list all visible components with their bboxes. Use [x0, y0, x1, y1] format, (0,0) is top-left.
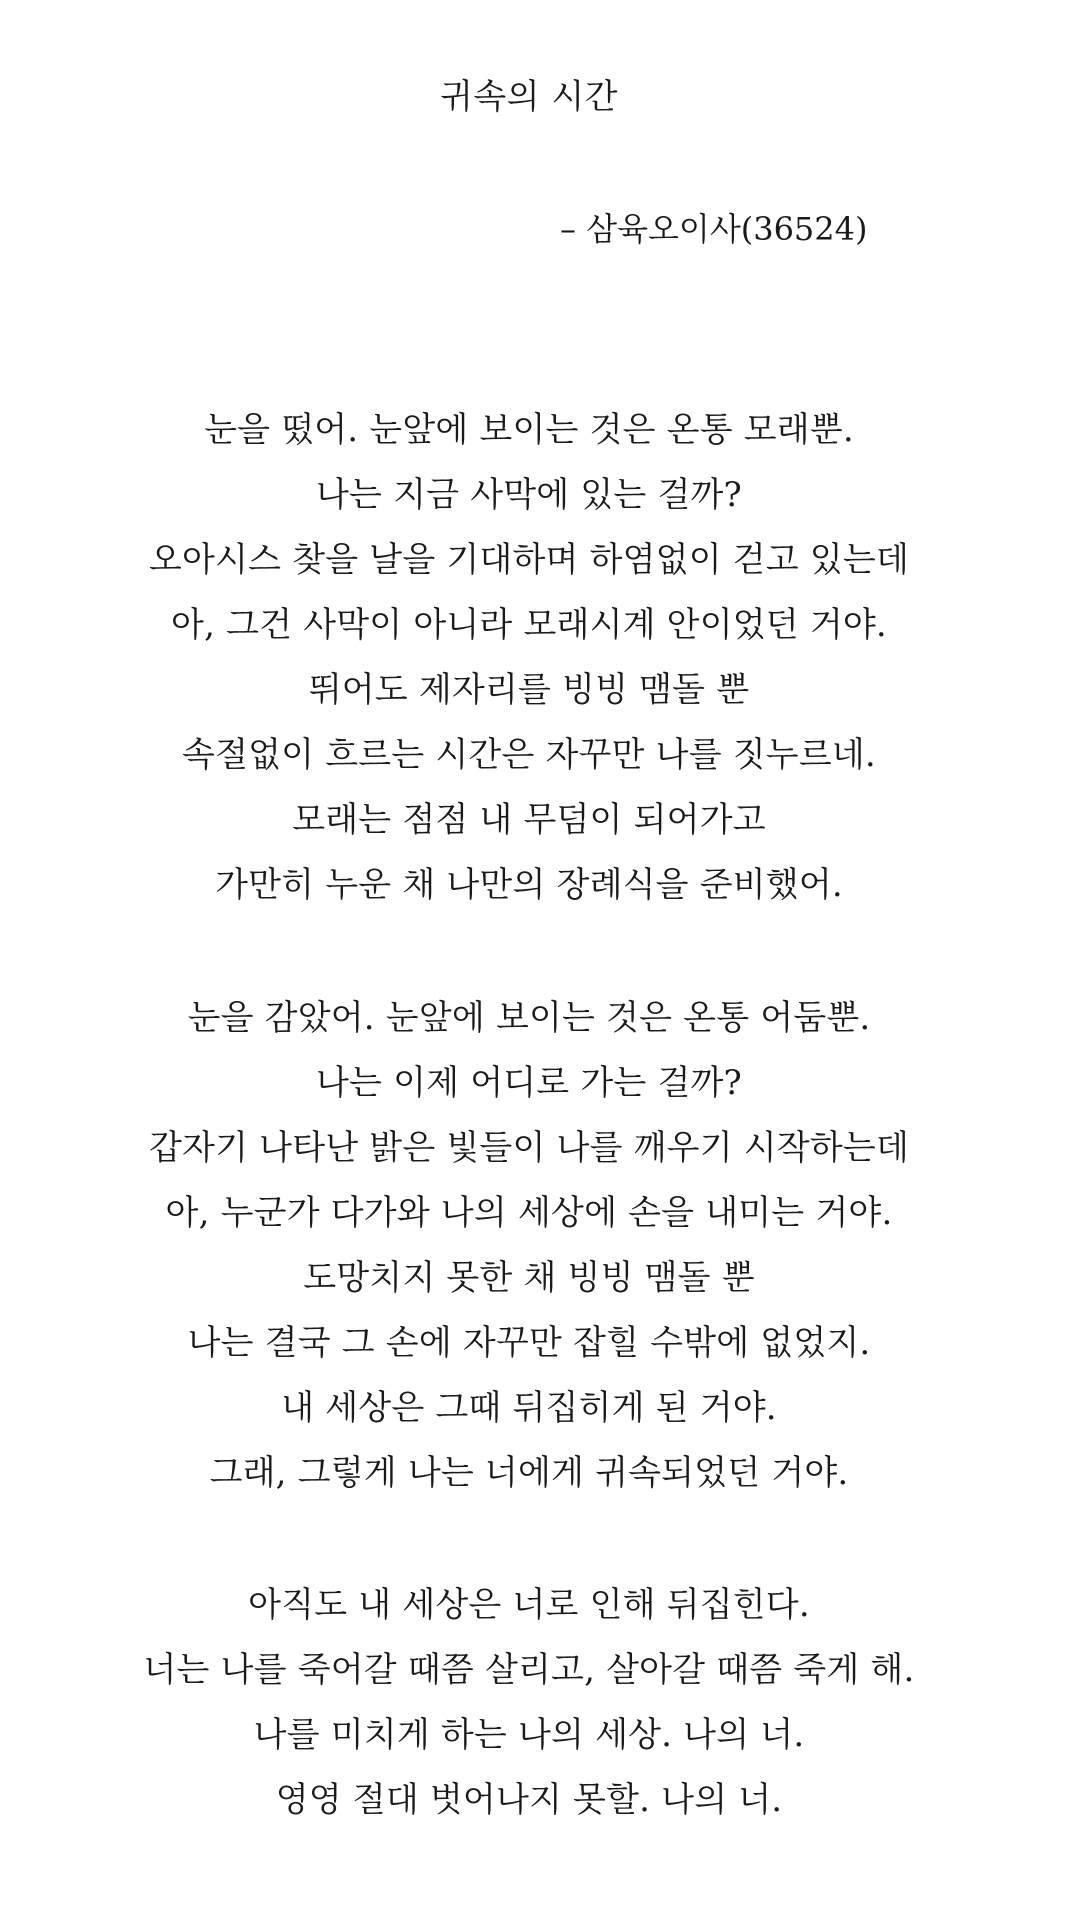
poem-line: 오아시스 찾을 날을 기대하며 하염없이 걷고 있는데 — [149, 540, 909, 580]
poem-line: 나를 미치게 하는 나의 세상. 나의 너. — [253, 1715, 805, 1755]
stanza-1 — [0, 398, 1058, 918]
poem-title: 귀속의 시간 — [439, 77, 619, 117]
poem-line: 아직도 내 세상은 너로 인해 뒤집힌다. — [248, 1585, 810, 1625]
poem-line: 그래, 그렇게 나는 너에게 귀속되었던 거야. — [209, 1453, 849, 1493]
poem-line: 아, 누군가 다가와 나의 세상에 손을 내미는 거야. — [165, 1193, 893, 1233]
poem-line: 눈을 감았어. 눈앞에 보이는 것은 온통 어둠뿐. — [187, 998, 871, 1038]
poem-line: 아, 그건 사막이 아니라 모래시계 안이었던 거야. — [171, 605, 887, 645]
poem-line: 도망치지 못한 채 빙빙 맴돌 뿐 — [303, 1258, 755, 1298]
poem-author: – 삼육오이사(36524) — [560, 210, 868, 248]
poem-line: 나는 이제 어디로 가는 걸까? — [316, 1063, 742, 1103]
poem-line: 가만히 누운 채 나만의 장례식을 준비했어. — [215, 865, 843, 905]
poem-line: 나는 결국 그 손에 자꾸만 잡힐 수밖에 없었지. — [187, 1323, 871, 1363]
poem-line: 영영 절대 벗어나지 못할. 나의 너. — [275, 1780, 783, 1820]
poem-line: 뛰어도 제자리를 빙빙 맴돌 뿐 — [308, 670, 750, 710]
poem-line: 속절없이 흐르는 시간은 자꾸만 나를 짓누르네. — [182, 735, 876, 775]
poem-line: 너는 나를 죽어갈 때쯤 살리고, 살아갈 때쯤 죽게 해. — [143, 1650, 915, 1690]
stanza-3 — [0, 1573, 1058, 1833]
stanza-2 — [0, 986, 1058, 1506]
poem-line: 눈을 떴어. 눈앞에 보이는 것은 온통 모래뿐. — [204, 410, 854, 450]
poem-line: 갑자기 나타난 밝은 빛들이 나를 깨우기 시작하는데 — [149, 1128, 909, 1168]
poem-line: 모래는 점점 내 무덤이 되어가고 — [292, 800, 766, 840]
poem-line: 나는 지금 사막에 있는 걸까? — [316, 475, 742, 515]
poem-line: 내 세상은 그때 뒤집히게 된 거야. — [281, 1388, 777, 1428]
